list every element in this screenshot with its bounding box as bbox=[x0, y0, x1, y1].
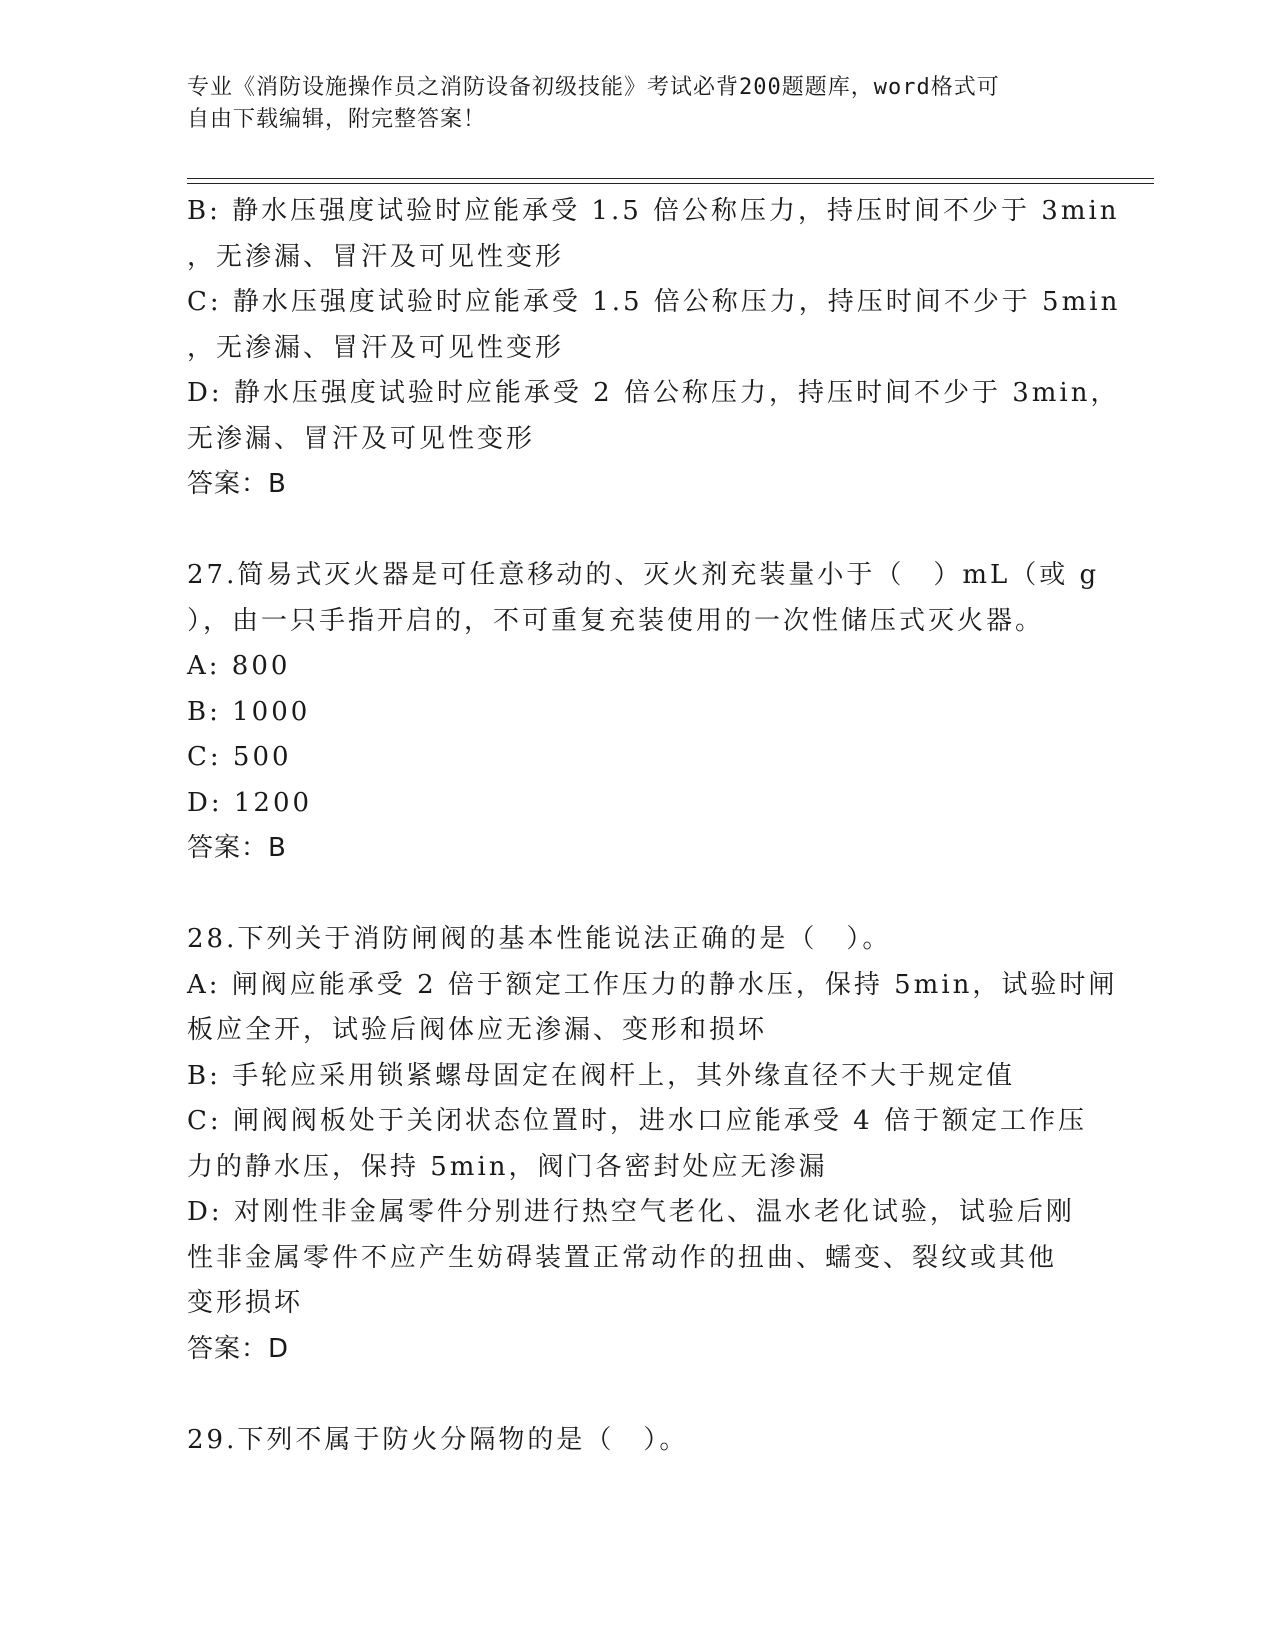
spacer bbox=[187, 872, 1087, 918]
q27-stem-line-1: 27.简易式灭火器是可任意移动的、灭火剂充装量小于（ ）mL（或 g bbox=[187, 560, 1100, 590]
q28-option-c-line-1: C: 闸阀阀板处于关闭状态位置时，进水口应能承受 4 倍于额定工作压 bbox=[187, 1106, 1087, 1136]
header-divider-bottom bbox=[187, 183, 1154, 184]
document-page bbox=[187, 0, 1147, 1650]
q26-option-b-line-2: ，无渗漏、冒汗及可见性变形 bbox=[187, 241, 565, 272]
q26-option-c-line-1: C: 静水压强度试验时应能承受 1.5 倍公称压力，持压时间不少于 5min bbox=[187, 287, 1121, 317]
q27-stem-line-2: ），由一只手指开启的，不可重复充装使用的一次性储压式灭火器。 bbox=[187, 605, 1045, 636]
q26-option-b-line-1: B: 静水压强度试验时应能承受 1.5 倍公称压力，持压时间不少于 3min bbox=[187, 196, 1120, 226]
q27-option-b: B: 1000 bbox=[187, 696, 311, 727]
header-line-2: 自由下载编辑，附完整答案！ bbox=[187, 107, 487, 132]
q27-option-c: C: 500 bbox=[187, 742, 292, 772]
document-header bbox=[187, 72, 1087, 136]
header-line-1: 专业《消防设施操作员之消防设备初级技能》考试必背200题题库，word格式可 bbox=[187, 75, 1000, 100]
q26-option-d-line-2: 无渗漏、冒汗及可见性变形 bbox=[187, 423, 536, 454]
q27-answer: 答案：B bbox=[187, 833, 287, 863]
q28-option-d-line-1: D: 对刚性非金属零件分别进行热空气老化、温水老化试验，试验后刚 bbox=[187, 1197, 1075, 1227]
q27-option-d: D: 1200 bbox=[187, 787, 313, 818]
header-divider-top bbox=[187, 178, 1154, 179]
q28-option-a-line-2: 板应全开，试验后阀体应无渗漏、变形和损坏 bbox=[187, 1015, 768, 1045]
q28-stem: 28.下列关于消防闸阀的基本性能说法正确的是（ ）。 bbox=[187, 924, 892, 954]
spacer bbox=[187, 1372, 1087, 1418]
q27-option-a: A: 800 bbox=[187, 651, 291, 681]
question-content bbox=[187, 189, 1121, 1463]
q28-option-c-line-2: 力的静水压，保持 5min，阀门各密封处应无渗漏 bbox=[187, 1151, 828, 1182]
q26-option-d-line-1: D: 静水压强度试验时应能承受 2 倍公称压力，持压时间不少于 3min， bbox=[187, 378, 1120, 408]
spacer bbox=[187, 508, 1087, 554]
q28-answer: 答案：D bbox=[187, 1333, 290, 1364]
q29-stem: 29.下列不属于防火分隔物的是（ ）。 bbox=[187, 1424, 689, 1455]
q28-option-d-line-3: 变形损坏 bbox=[187, 1288, 304, 1318]
q26-option-c-line-2: ，无渗漏、冒汗及可见性变形 bbox=[187, 332, 565, 363]
q26-answer: 答案：B bbox=[187, 469, 287, 499]
q28-option-d-line-2: 性非金属零件不应产生妨碍装置正常动作的扭曲、蠕变、裂纹或其他 bbox=[187, 1242, 1058, 1273]
q28-option-b: B: 手轮应采用锁紧螺母固定在阀杆上，其外缘直径不大于规定值 bbox=[187, 1060, 1016, 1091]
q28-option-a-line-1: A: 闸阀应能承受 2 倍于额定工作压力的静水压，保持 5min，试验时闸 bbox=[187, 969, 1118, 1000]
